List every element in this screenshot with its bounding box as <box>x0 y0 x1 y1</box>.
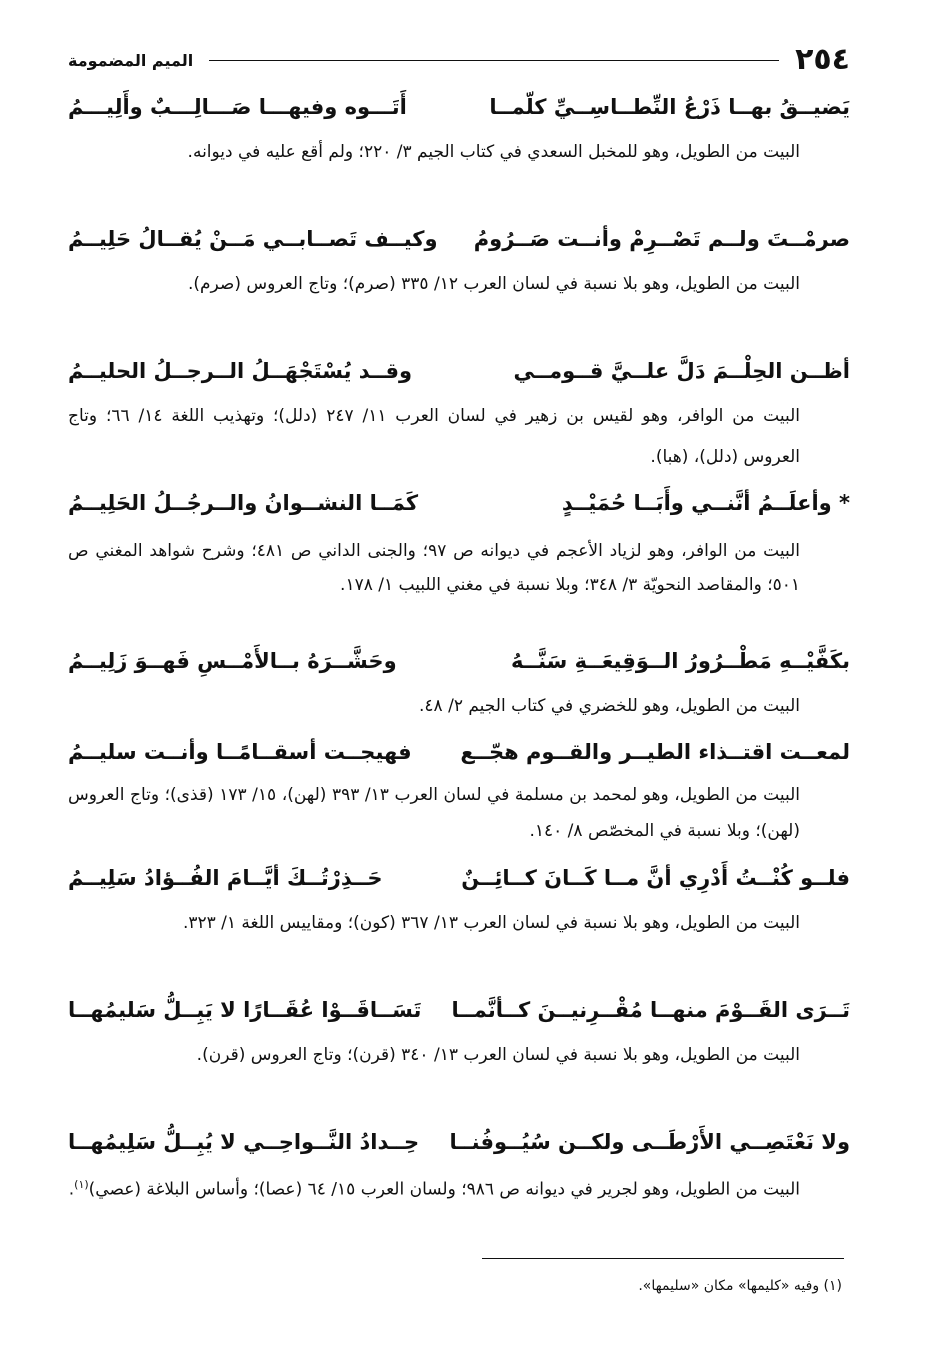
footnote-marker: (١) <box>74 1178 89 1191</box>
book-page <box>68 38 850 1239</box>
verse-left-hemistich: كَمَــا النشــوانُ والــرجُــلُ الحَلِيــمُ <box>68 491 419 515</box>
page-number: ٢٥٤ <box>795 42 850 77</box>
verse-entry <box>68 727 850 853</box>
verse-left-hemistich: حَــذِرْتُــكَ أيَّــامَ الفُــؤادُ سَلِيــمُ <box>68 866 383 890</box>
verse-entry <box>68 346 850 478</box>
running-header <box>68 38 850 82</box>
verse-line <box>68 985 850 1035</box>
verse-right-hemistich: ولا نَعْتَصِــي الأَرْطَــى ولكــن سُيُــوفُنــا <box>449 1130 850 1154</box>
verse-line <box>68 853 850 903</box>
footnote: (١) وفيه «كليمها» مكان «سليمها». <box>638 1278 842 1294</box>
verse-note-text: البيت من الطويل، وهو لجرير في ديوانه ص ٩٨٦؛ ولسان العرب ١٥/ ٦٤ (عصا)؛ وأساس البلاغة (عصي) <box>88 1179 800 1200</box>
footnote-rule <box>482 1258 844 1259</box>
verse-note: البيت من الطويل، وهو بلا نسبة في لسان العرب ١٢/ ٣٣٥ (صرم)؛ وتاج العروس (صرم). <box>187 274 800 294</box>
verse-right-hemistich: لمعــت اقتــذاء الطيــر والقــوم هجّــع <box>460 740 850 764</box>
verse-line <box>68 636 850 686</box>
verse-note: البيت من الطويل، وهو للخضري في كتاب الجيم ٢/ ٤٨. <box>419 696 800 716</box>
verse-right-hemistich: أظــن الحِلْــمَ دَلَّ علــيَّ قــومــي <box>513 359 850 383</box>
verse-note <box>68 1167 850 1239</box>
verse-left-hemistich: أَتَـــوه وفيهـــا صَـــالِـــبٌ وأَلِيـــمُ <box>68 95 407 119</box>
verse-note: البيت من الطويل، وهو لمحمد بن مسلمة في لسان العرب ١٣/ ٣٩٣ (لهن)، ١٥/ ١٧٣ (قذى)؛ وتاج العروس (لهن)؛ وبلا نسبة في المخصّص ٨/ ١٤٠. <box>68 785 800 841</box>
verse-note: البيت من الطويل، وهو بلا نسبة في لسان العرب ١٣/ ٣٦٧ (كون)؛ ومقاييس اللغة ١/ ٣٢٣. <box>182 913 800 933</box>
verse-right-hemistich: صرمْــتَ ولــم تَصْــرِمْ وأنــت صَــرُومُ <box>473 227 850 251</box>
verse-right-hemistich: بكَفَّيْــهِ مَطْــرُورُ الــوَقِيعَــةِ سَنَّــهُ <box>510 649 850 673</box>
verse-right-hemistich: يَضيــقُ بهــا ذَرْعُ النِّطــاسِــيِّ كلّمــا <box>489 95 850 119</box>
verse-entry <box>68 82 850 214</box>
verse-right-hemistich: فلــو كُنْــتُ أَدْرِي أنَّ مــا كَــانَ كــائِــنٌ <box>461 866 850 890</box>
verse-line <box>68 214 850 264</box>
verse-entry <box>68 1117 850 1239</box>
verse-left-hemistich: فهيجــت أسقــامًــا وأنــت سليــمُ <box>68 740 412 764</box>
verse-entry <box>68 478 850 636</box>
verse-note: البيت من الوافر، وهو لقيس بن زهير في لسان العرب ١١/ ٢٤٧ (دلل)؛ وتهذيب اللغة ١٤/ ٦٦؛ وتاج العروس (دلل)، (هبا). <box>68 406 801 467</box>
verse-line <box>68 478 850 528</box>
verse-line <box>68 1117 850 1167</box>
verse-left-hemistich: وكيــف تَصــابــي مَــنْ يُقــالُ حَلِيــمُ <box>68 227 438 251</box>
verse-entry <box>68 636 850 727</box>
verse-note: البيت من الطويل، وهو بلا نسبة في لسان العرب ١٣/ ٣٤٠ (قرن)؛ وتاج العروس (قرن). <box>196 1045 800 1065</box>
verse-left-hemistich: حِــدادُ النَّــواحِــي لا يُبِــلُّ سَلِيمُهــا <box>68 1130 420 1154</box>
verse-note: البيت من الطويل، وهو للمخبل السعدي في كتاب الجيم ٣/ ٢٢٠؛ ولم أقع عليه في ديوانه. <box>187 142 800 162</box>
verse-line <box>68 82 850 132</box>
section-title: الميم المضمومة <box>68 50 194 70</box>
verse-note: البيت من الوافر، وهو لزياد الأعجم في ديوانه ص ٩٧؛ والجنى الداني ص ٤٨١؛ وشرح شواهد المغني ص ٥٠١؛ والمقاصد النحويّة ٣/ ٣٤٨؛ وبلا نسبة في مغني اللبيب ١/ ١٧٨. <box>68 541 800 595</box>
verse-line <box>68 727 850 777</box>
verse-entry <box>68 985 850 1117</box>
verse-left-hemistich: وقــد يُسْتَجْهَــلُ الــرجــلُ الحليــمُ <box>68 359 413 383</box>
verse-entry <box>68 853 850 985</box>
verse-right-hemistich: * وأعلَــمُ أنَّنــي وأَبَــا حُمَيْــدٍ <box>561 491 850 515</box>
verse-note-end: . <box>68 1179 75 1200</box>
verse-line <box>68 346 850 396</box>
verse-right-hemistich: تَــرَى القَــوْمَ منهــا مُقْــرِنيــنَ كــأنَّمــا <box>451 998 850 1022</box>
verse-left-hemistich: وحَشَّــرَهُ بــالأَمْــسِ فَهــوَ زَلِيــمُ <box>68 649 397 673</box>
verse-entry <box>68 214 850 346</box>
header-rule <box>209 60 779 61</box>
verse-left-hemistich: تَسَــاقَــوْا عُقَــارًا لا يَبِــلُّ سَليمُهــا <box>68 998 422 1022</box>
